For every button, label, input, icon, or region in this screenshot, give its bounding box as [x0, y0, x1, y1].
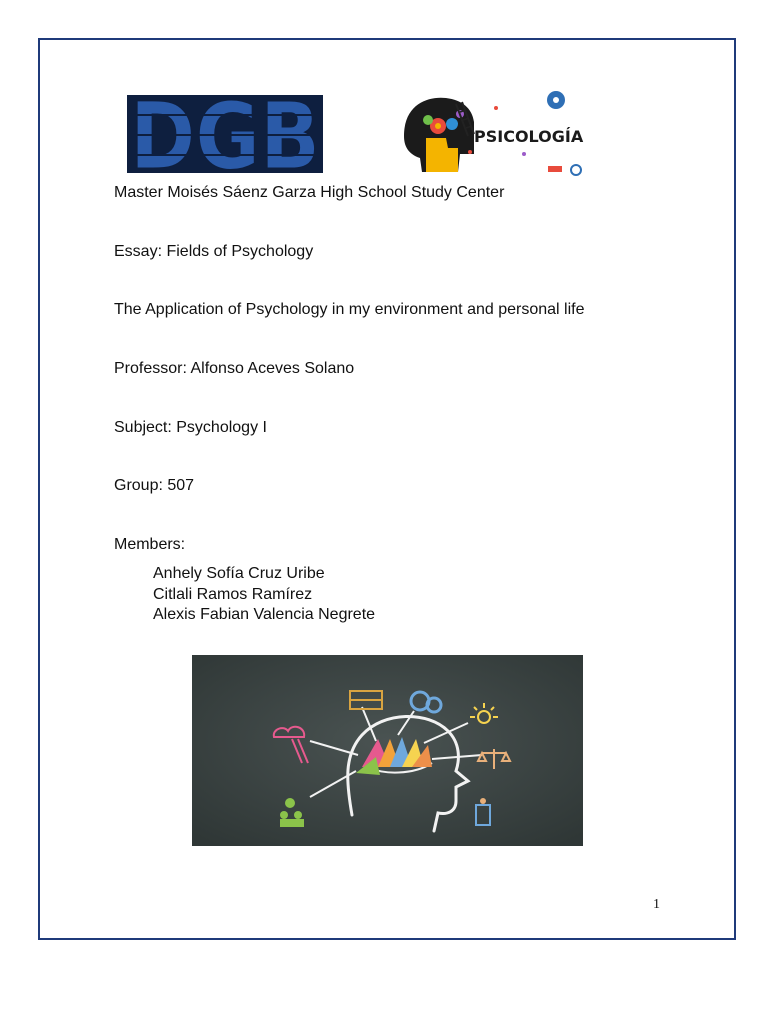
list-item: [136, 585, 375, 606]
list-item: [136, 564, 375, 585]
subject: Subject: Psychology I: [114, 419, 267, 436]
list-item: [136, 605, 375, 626]
member-name: Anhely Sofía Cruz Uribe: [153, 565, 325, 582]
group: Group: 507: [114, 477, 195, 494]
members-label: Members:: [114, 536, 186, 553]
school-name: Master Moisés Sáenz Garza High School Study Center: [114, 184, 505, 201]
dgb-logo-text: DGB: [130, 83, 320, 190]
psychology-logo-text: PSICOLOGÍA: [474, 127, 584, 146]
member-name: Alexis Fabian Valencia Negrete: [153, 606, 376, 623]
member-name: Citlali Ramos Ramírez: [153, 585, 313, 603]
psychology-logo: [398, 92, 590, 178]
professor: Professor: Alfonso Aceves Solano: [114, 360, 355, 377]
essay-topic: The Application of Psychology in my environment and personal life: [114, 301, 585, 318]
dgb-logo: [127, 83, 323, 190]
members-list: [136, 564, 375, 626]
essay-title: Essay: Fields of Psychology: [114, 243, 314, 260]
chalkboard-illustration: [192, 655, 583, 846]
page-number: 1: [653, 897, 660, 912]
